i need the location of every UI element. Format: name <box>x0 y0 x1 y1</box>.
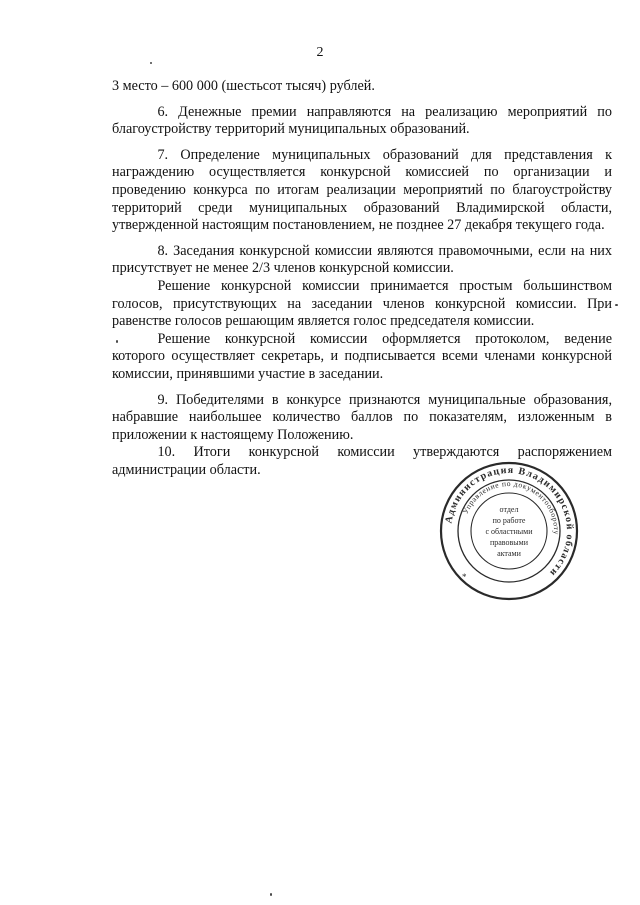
paragraph-place-3: 3 место – 600 000 (шестьсот тысяч) рублей. <box>112 78 375 94</box>
stamp-star-icon: * <box>462 572 467 582</box>
stamp-center-line: с областными <box>485 527 533 536</box>
paragraph-clause-9: 9. Победителями в конкурсе признаются муниципальные образования, набравшие наибольшее количество баллов по показателям, изложенным в приложении к настоящему Положению. <box>112 391 612 443</box>
paragraph-clause-8: 8. Заседания конкурсной комиссии являются правомочными, если на них присутствует не менее 2/3 членов конкурсной комиссии. <box>112 242 612 277</box>
page-number: 2 <box>316 45 324 60</box>
paragraph-clause-7: 7. Определение муниципальных образований для представления к награждению осуществляется конкурсной комиссией по организации и проведению конкурса по итогам реализации мероприятий по благоустройству территорий среди муниципальных образований Владимирской области, утвержденной настоящим постановлением, не позднее 27 декабря текущего года. <box>112 146 612 234</box>
paragraph-clause-8-decision: Решение конкурсной комиссии принимается простым большинством голосов, присутствующих на заседании членов конкурсной комиссии. При равенстве голосов решающим является голос председателя комиссии. <box>112 277 612 330</box>
stamp-center-text <box>485 505 533 558</box>
paragraph-clause-6: 6. Денежные премии направляются на реализацию мероприятий по благоустройству территорий муниципальных образований. <box>112 103 612 138</box>
stamp-outer-text: Администрация Владимирской области <box>443 464 576 579</box>
scan-speck <box>270 893 272 896</box>
stamp-center-line: правовыми <box>489 538 529 547</box>
stamp-center-line: по работе <box>492 516 526 525</box>
document-body <box>112 78 612 479</box>
stamp-center-line: отдел <box>499 505 519 514</box>
official-stamp <box>438 460 580 602</box>
scan-speck <box>150 62 152 64</box>
stamp-center-line: актами <box>497 549 521 558</box>
paragraph-clause-8-protocol: Решение конкурсной комиссии оформляется протоколом, ведение которого осуществляет секретарь, и подписывается всеми членами конкурсной комиссии, принявшими участие в заседании. <box>112 330 612 382</box>
scan-speck <box>116 340 118 343</box>
scan-speck <box>615 304 618 306</box>
paragraph-clause-10: 10. Итоги конкурсной комиссии утверждаются распоряжением администрации области. <box>112 444 612 478</box>
stamp-inner-ring-text: Управление по документообороту <box>460 478 562 536</box>
